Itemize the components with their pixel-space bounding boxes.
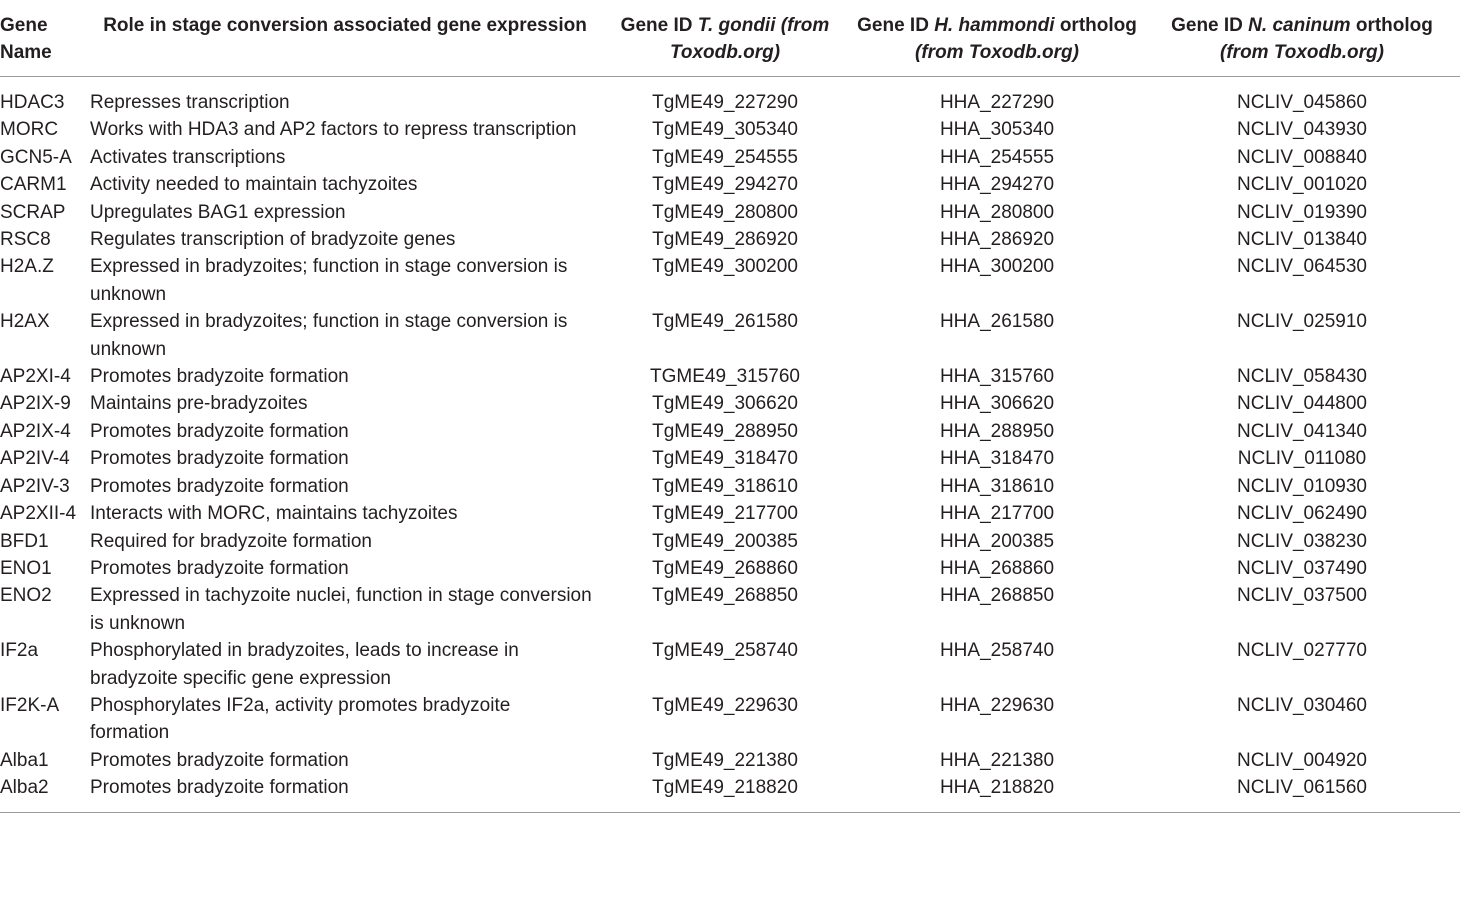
gene-name-cell: CARM1 — [0, 174, 67, 196]
tgondii-id-cell: TgME49_306620 — [652, 393, 798, 415]
table-row — [0, 363, 1460, 390]
gene-name-cell: AP2XII-4 — [0, 503, 77, 525]
table-row — [0, 774, 1460, 812]
tgondii-id-cell: TgME49_261580 — [652, 311, 798, 333]
ncaninum-id-cell: NCLIV_043930 — [1237, 119, 1367, 141]
table-row — [0, 418, 1460, 445]
role-cell: Promotes bradyzoite formation — [90, 420, 349, 442]
header-tgondii-prefix: Gene ID — [620, 15, 698, 36]
gene-name-cell: IF2a — [0, 640, 39, 662]
ncaninum-id-cell: NCLIV_061560 — [1237, 777, 1367, 799]
table-row — [0, 500, 1460, 527]
hhammondi-id-cell: HHA_306620 — [939, 393, 1055, 415]
ncaninum-id-cell: NCLIV_058430 — [1237, 366, 1367, 388]
header-hhammondi-id — [850, 0, 1144, 77]
gene-name-cell: ENO2 — [0, 585, 52, 607]
ncaninum-id-cell: NCLIV_041340 — [1237, 420, 1367, 442]
header-ncaninum-suffix: ortholog — [1350, 15, 1433, 36]
table-bottom-rule — [0, 812, 1460, 813]
role-cell: Upregulates BAG1 expression — [90, 201, 346, 223]
header-tgondii-species: T. gondii (from Toxodb.org) — [669, 15, 830, 63]
role-cell: Promotes bradyzoite formation — [90, 366, 349, 388]
gene-name-cell: GCN5-A — [0, 146, 72, 168]
gene-name-cell: AP2IV-4 — [0, 448, 70, 470]
hhammondi-id-cell: HHA_318610 — [939, 475, 1055, 497]
gene-name-cell: RSC8 — [0, 229, 51, 251]
table-row — [0, 473, 1460, 500]
gene-name-cell: ENO1 — [0, 557, 52, 579]
gene-name-cell: AP2IX-4 — [0, 420, 71, 442]
table-row — [0, 144, 1460, 171]
gene-name-cell: Alba2 — [0, 777, 49, 799]
gene-name-cell: H2AX — [0, 311, 50, 333]
role-cell: Required for bradyzoite formation — [90, 530, 372, 552]
tgondii-id-cell: TgME49_294270 — [652, 174, 798, 196]
gene-name-cell: MORC — [0, 119, 59, 141]
hhammondi-id-cell: HHA_221380 — [939, 749, 1055, 771]
header-hhammondi-suffix: ortholog — [1054, 15, 1137, 36]
gene-name-cell: Alba1 — [0, 749, 49, 771]
tgondii-id-cell: TgME49_318470 — [652, 448, 798, 470]
table-row — [0, 226, 1460, 253]
header-ncaninum-source: (from Toxodb.org) — [1220, 42, 1384, 63]
header-hhammondi-species: H. hammondi — [934, 15, 1055, 36]
hhammondi-id-cell: HHA_300200 — [939, 256, 1055, 278]
role-cell: Activates transcriptions — [90, 146, 286, 168]
hhammondi-id-cell: HHA_268850 — [939, 585, 1055, 607]
ncaninum-id-cell: NCLIV_037500 — [1237, 585, 1367, 607]
ncaninum-id-cell: NCLIV_030460 — [1237, 694, 1367, 716]
role-cell: Expressed in tachyzoite nuclei, function in stage conversion is unknown — [90, 585, 592, 634]
header-role: Role in stage conversion associated gene expression — [90, 0, 600, 77]
ncaninum-id-cell: NCLIV_027770 — [1237, 640, 1367, 662]
ncaninum-id-cell: NCLIV_037490 — [1237, 557, 1367, 579]
role-cell: Expressed in bradyzoites; function in stage conversion is unknown — [90, 256, 568, 305]
header-hhammondi-source: (from Toxodb.org) — [915, 42, 1079, 63]
ncaninum-id-cell: NCLIV_062490 — [1237, 503, 1367, 525]
gene-name-cell: H2A.Z — [0, 256, 54, 278]
header-row — [0, 0, 1460, 77]
table-body — [0, 77, 1460, 813]
header-ncaninum-species: N. caninum — [1248, 15, 1351, 36]
hhammondi-id-cell: HHA_217700 — [939, 503, 1055, 525]
ncaninum-id-cell: NCLIV_064530 — [1237, 256, 1367, 278]
ncaninum-id-cell: NCLIV_004920 — [1237, 749, 1367, 771]
role-cell: Promotes bradyzoite formation — [90, 475, 349, 497]
ncaninum-id-cell: NCLIV_001020 — [1237, 174, 1367, 196]
table-row — [0, 528, 1460, 555]
table-row — [0, 637, 1460, 692]
hhammondi-id-cell: HHA_258740 — [939, 640, 1055, 662]
role-cell: Activity needed to maintain tachyzoites — [90, 174, 418, 196]
ncaninum-id-cell: NCLIV_010930 — [1237, 475, 1367, 497]
role-cell: Phosphorylated in bradyzoites, leads to increase in bradyzoite specific gene expression — [90, 640, 519, 689]
role-cell: Expressed in bradyzoites; function in stage conversion is unknown — [90, 311, 568, 360]
header-ncaninum-id — [1144, 0, 1460, 77]
hhammondi-id-cell: HHA_288950 — [939, 420, 1055, 442]
table-row — [0, 582, 1460, 637]
header-tgondii-id — [600, 0, 850, 77]
role-cell: Maintains pre-bradyzoites — [90, 393, 308, 415]
hhammondi-id-cell: HHA_268860 — [939, 557, 1055, 579]
table-row — [0, 116, 1460, 143]
hhammondi-id-cell: HHA_218820 — [939, 777, 1055, 799]
table-row — [0, 692, 1460, 747]
table-row — [0, 445, 1460, 472]
role-cell: Promotes bradyzoite formation — [90, 557, 349, 579]
gene-name-cell: AP2IV-3 — [0, 475, 70, 497]
role-cell: Promotes bradyzoite formation — [90, 749, 349, 771]
role-cell: Promotes bradyzoite formation — [90, 777, 349, 799]
ncaninum-id-cell: NCLIV_025910 — [1237, 311, 1367, 333]
ncaninum-id-cell: NCLIV_038230 — [1237, 530, 1367, 552]
table-row — [0, 199, 1460, 226]
ncaninum-id-cell: NCLIV_045860 — [1237, 92, 1367, 113]
tgondii-id-cell: TgME49_258740 — [652, 640, 798, 662]
ncaninum-id-cell: NCLIV_011080 — [1237, 448, 1367, 470]
tgondii-id-cell: TgME49_200385 — [652, 530, 798, 552]
tgondii-id-cell: TgME49_300200 — [652, 256, 798, 278]
gene-name-cell: HDAC3 — [0, 92, 65, 113]
ncaninum-id-cell: NCLIV_008840 — [1237, 146, 1367, 168]
tgondii-id-cell: TgME49_318610 — [652, 475, 798, 497]
hhammondi-id-cell: HHA_305340 — [939, 119, 1055, 141]
role-cell: Regulates transcription of bradyzoite genes — [90, 229, 456, 251]
table-row — [0, 308, 1460, 363]
table-row — [0, 747, 1460, 774]
tgondii-id-cell: TgME49_254555 — [652, 146, 798, 168]
tgondii-id-cell: TgME49_286920 — [652, 229, 798, 251]
tgondii-id-cell: TgME49_268860 — [652, 557, 798, 579]
tgondii-id-cell: TgME49_217700 — [652, 503, 798, 525]
ncaninum-id-cell: NCLIV_013840 — [1237, 229, 1367, 251]
table-row — [0, 171, 1460, 198]
gene-name-cell: AP2IX-9 — [0, 393, 71, 415]
tgondii-id-cell: TgME49_280800 — [652, 201, 798, 223]
role-cell: Works with HDA3 and AP2 factors to repress transcription — [90, 119, 577, 141]
tgondii-id-cell: TgME49_288950 — [652, 420, 798, 442]
hhammondi-id-cell: HHA_200385 — [939, 530, 1055, 552]
hhammondi-id-cell: HHA_280800 — [939, 201, 1055, 223]
ncaninum-id-cell: NCLIV_044800 — [1237, 393, 1367, 415]
hhammondi-id-cell: HHA_318470 — [939, 448, 1055, 470]
tgondii-id-cell: TGME49_315760 — [650, 366, 800, 388]
ncaninum-id-cell: NCLIV_019390 — [1237, 201, 1367, 223]
tgondii-id-cell: TgME49_221380 — [652, 749, 798, 771]
hhammondi-id-cell: HHA_229630 — [939, 694, 1055, 716]
tgondii-id-cell: TgME49_229630 — [652, 694, 798, 716]
role-cell: Interacts with MORC, maintains tachyzoites — [90, 503, 458, 525]
hhammondi-id-cell: HHA_286920 — [939, 229, 1055, 251]
gene-name-cell: AP2XI-4 — [0, 366, 71, 388]
table-row — [0, 77, 1460, 117]
header-hhammondi-prefix: Gene ID — [857, 15, 935, 36]
tgondii-id-cell: TgME49_268850 — [652, 585, 798, 607]
header-ncaninum-prefix: Gene ID — [1171, 15, 1249, 36]
gene-name-cell: SCRAP — [0, 201, 66, 223]
role-cell: Phosphorylates IF2a, activity promotes bradyzoite formation — [90, 694, 511, 744]
hhammondi-id-cell: HHA_227290 — [939, 92, 1055, 113]
role-cell: Promotes bradyzoite formation — [90, 448, 349, 470]
header-gene-name: Gene Name — [0, 0, 90, 77]
hhammondi-id-cell: HHA_254555 — [939, 146, 1055, 168]
table-row — [0, 555, 1460, 582]
hhammondi-id-cell: HHA_261580 — [939, 311, 1055, 333]
role-cell: Represses transcription — [90, 92, 290, 113]
tgondii-id-cell: TgME49_227290 — [652, 92, 798, 113]
table-row — [0, 253, 1460, 308]
bottom-rule — [0, 812, 1460, 813]
gene-name-cell: IF2K-A — [0, 694, 60, 716]
gene-name-cell: BFD1 — [0, 530, 49, 552]
tgondii-id-cell: TgME49_218820 — [652, 777, 798, 799]
tgondii-id-cell: TgME49_305340 — [652, 119, 798, 141]
table-row — [0, 390, 1460, 417]
hhammondi-id-cell: HHA_294270 — [939, 174, 1055, 196]
hhammondi-id-cell: HHA_315760 — [939, 366, 1055, 388]
